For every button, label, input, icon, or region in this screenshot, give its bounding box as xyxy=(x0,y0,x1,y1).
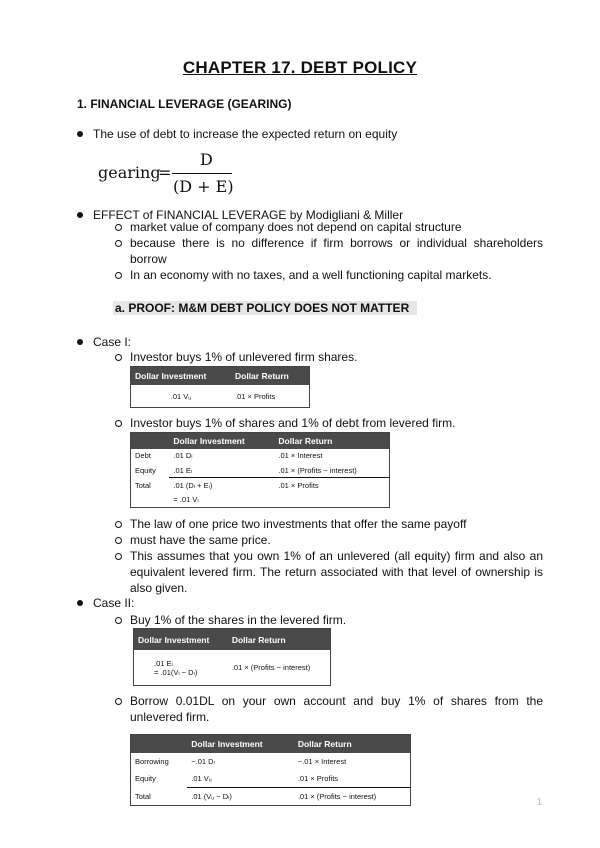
col-header: Dollar Investment xyxy=(191,739,263,750)
sub-bullet-text: In an economy with no taxes, and a well functioning capital markets. xyxy=(130,268,492,282)
table-cell: −.01 Dₗ xyxy=(191,757,215,767)
sub-bullet xyxy=(115,553,122,560)
sub-bullet xyxy=(115,420,122,427)
bullet-dot xyxy=(77,131,83,137)
sub-bullet xyxy=(115,698,122,705)
table-cell: .01 Dₗ xyxy=(173,451,193,461)
table-cell: −.01 × Interest xyxy=(297,757,347,767)
sub-bullet xyxy=(115,537,122,544)
sub-bullet xyxy=(115,240,122,247)
table-levered-investment xyxy=(130,432,390,508)
case-item: Investor buys 1% of shares and 1% of debt from levered firm. xyxy=(130,416,456,430)
row-label: Borrowing xyxy=(135,757,169,767)
gearing-formula xyxy=(98,150,258,200)
table-cell: .01 (Dₗ + Eₗ) xyxy=(173,480,213,490)
bullet-text: EFFECT of FINANCIAL LEVERAGE by Modigliani & Miller xyxy=(93,208,404,222)
case-item: must have the same price. xyxy=(130,533,271,547)
bullet-dot xyxy=(77,212,83,218)
table-cell: .01 × (Profits − interest) xyxy=(274,463,389,478)
table-cell: .01 Eₗ xyxy=(169,463,274,478)
section-heading: 1. FINANCIAL LEVERAGE (GEARING) xyxy=(77,97,292,111)
sub-bullet xyxy=(115,521,122,528)
table-cell xyxy=(134,650,228,685)
table-cell: .01 Vᵤ xyxy=(187,770,294,787)
bullet-text: The use of debt to increase the expected return on equity xyxy=(93,127,398,141)
col-header: Dollar Return xyxy=(235,371,289,381)
formula-lhs: gearing xyxy=(98,163,161,182)
fraction-bar xyxy=(172,173,232,174)
formula-eq: = xyxy=(158,163,172,182)
cell-line: = .01(Vₗ − Dₗ) xyxy=(154,667,198,677)
col-header: Dollar Investment xyxy=(173,435,245,446)
bullet-dot xyxy=(77,339,83,345)
row-label: Equity xyxy=(135,774,156,784)
case-label: Case I: xyxy=(93,335,132,349)
sub-bullet-text: market value of company does not depend on capital structure xyxy=(130,220,462,234)
table-cell: .01 (Vᵤ − Dₗ) xyxy=(191,791,232,801)
formula-numerator: D xyxy=(200,150,213,169)
table-cell: .01 × Profits xyxy=(294,770,411,787)
case-item: Investor buys 1% of unlevered firm shares. xyxy=(130,350,358,364)
table-cell: .01 Vᵤ xyxy=(170,391,192,401)
col-header: Dollar Investment xyxy=(138,634,210,645)
table-cell: .01 × (Profits − interest) xyxy=(231,663,311,673)
subsection-heading: a. PROOF: M&M DEBT POLICY DOES NOT MATTER xyxy=(113,301,417,315)
sub-bullet xyxy=(115,272,122,279)
formula-denominator: (D + E) xyxy=(173,177,234,196)
col-header: Dollar Return xyxy=(297,739,352,750)
bullet-dot xyxy=(77,600,83,606)
page-title: CHAPTER 17. DEBT POLICY xyxy=(182,58,418,77)
table-unlevered-investment xyxy=(130,366,310,408)
table-cell: .01 × (Profits − interest) xyxy=(297,791,377,801)
sub-bullet-text: because there is no difference if firm borrows or individual shareholders borrow xyxy=(130,236,543,266)
row-label: Total xyxy=(135,791,151,801)
col-header: Dollar Return xyxy=(278,435,333,446)
cell-line: .01 Eₗ xyxy=(154,658,173,668)
case-item: The law of one price two investments that offer the same payoff xyxy=(130,517,467,531)
sub-bullet xyxy=(115,224,122,231)
row-label: Debt xyxy=(135,451,151,461)
sub-bullet xyxy=(115,354,122,361)
col-header: Dollar Return xyxy=(231,634,286,645)
row-label: Total xyxy=(135,480,151,490)
case-item: Borrow 0.01DL on your own account and buy 1% of shares from the unlevered firm. xyxy=(130,694,543,724)
case-item: Buy 1% of the shares in the levered firm. xyxy=(130,613,347,627)
case-item: This assumes that you own 1% of an unlevered (all equity) firm and also an equivalent levered firm. The return associated with that level of ownership is also given. xyxy=(130,549,543,595)
table-levered-shares xyxy=(133,628,331,686)
col-header: Dollar Investment xyxy=(135,371,207,381)
page-number: 1 xyxy=(536,797,542,808)
row-label: Equity xyxy=(135,465,156,475)
table-cell: .01 × Interest xyxy=(278,451,323,461)
table-cell: .01 × Profits xyxy=(235,391,276,401)
table-cell: .01 × Profits xyxy=(278,480,319,490)
table-cell: = .01 Vₗ xyxy=(173,495,199,505)
case-label: Case II: xyxy=(93,596,135,610)
sub-bullet xyxy=(115,617,122,624)
table-homemade-leverage xyxy=(130,734,411,806)
